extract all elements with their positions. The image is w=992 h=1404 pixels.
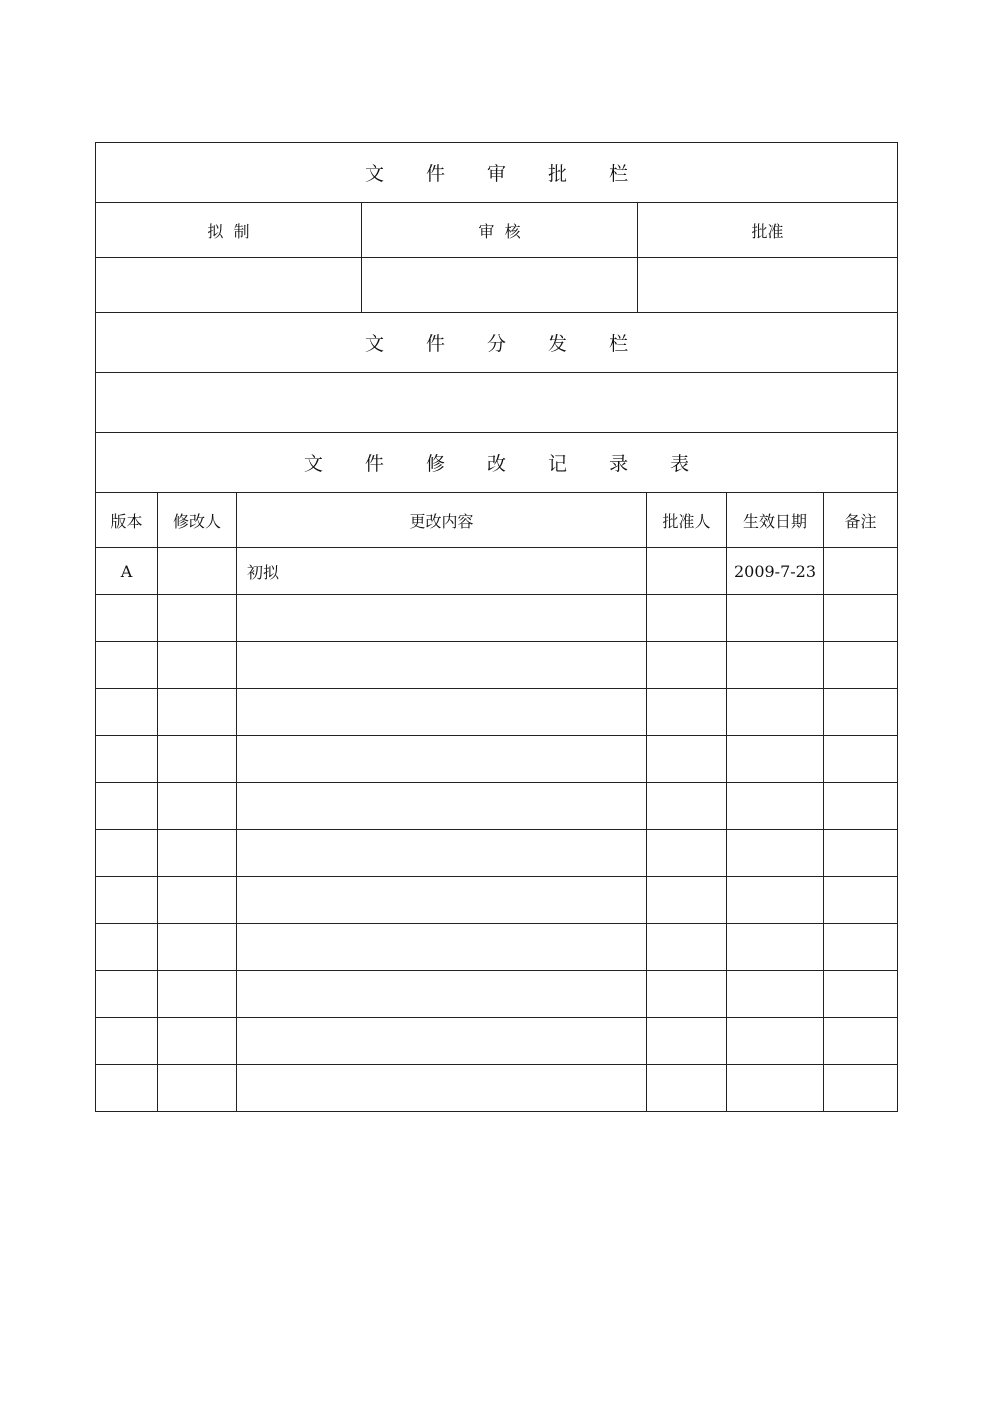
row-remarks[interactable] xyxy=(824,689,898,736)
table-row xyxy=(96,689,898,736)
row-approver[interactable] xyxy=(647,689,727,736)
row-remarks[interactable] xyxy=(824,783,898,830)
row-content[interactable] xyxy=(237,1018,647,1065)
header-content: 更改内容 xyxy=(237,493,647,548)
row-approver[interactable] xyxy=(647,1018,727,1065)
table-row xyxy=(96,548,898,595)
row-version[interactable] xyxy=(96,924,158,971)
review-signature-cell[interactable] xyxy=(362,258,638,313)
approve-signature-cell[interactable] xyxy=(638,258,898,313)
row-content[interactable] xyxy=(237,830,647,877)
row-modifier[interactable] xyxy=(158,1018,237,1065)
row-content[interactable] xyxy=(237,783,647,830)
row-remarks[interactable] xyxy=(824,548,898,595)
row-approver[interactable] xyxy=(647,1065,727,1112)
row-effective-date[interactable] xyxy=(727,971,824,1018)
row-content[interactable]: 初拟 xyxy=(237,548,647,595)
row-content[interactable] xyxy=(237,1065,647,1112)
row-content[interactable] xyxy=(237,689,647,736)
row-content[interactable] xyxy=(237,971,647,1018)
approval-section-title: 文 件 审 批 栏 xyxy=(96,143,898,203)
row-modifier[interactable] xyxy=(158,830,237,877)
header-modifier: 修改人 xyxy=(158,493,237,548)
row-version[interactable] xyxy=(96,1018,158,1065)
distribution-section-title: 文 件 分 发 栏 xyxy=(96,313,898,373)
table-row xyxy=(96,783,898,830)
row-content[interactable] xyxy=(237,642,647,689)
row-modifier[interactable] xyxy=(158,736,237,783)
table-row xyxy=(96,1018,898,1065)
row-approver[interactable] xyxy=(647,595,727,642)
row-version[interactable]: A xyxy=(96,548,158,595)
row-remarks[interactable] xyxy=(824,830,898,877)
review-label: 审 核 xyxy=(362,203,638,258)
row-approver[interactable] xyxy=(647,736,727,783)
distribution-content-cell[interactable] xyxy=(96,373,898,433)
approval-and-revision-table xyxy=(95,142,898,1112)
row-effective-date[interactable] xyxy=(727,1018,824,1065)
row-modifier[interactable] xyxy=(158,877,237,924)
table-row xyxy=(96,736,898,783)
table-row xyxy=(96,924,898,971)
row-remarks[interactable] xyxy=(824,924,898,971)
approve-label: 批准 xyxy=(638,203,898,258)
header-remarks: 备注 xyxy=(824,493,898,548)
row-version[interactable] xyxy=(96,1065,158,1112)
table-row xyxy=(96,877,898,924)
row-modifier[interactable] xyxy=(158,924,237,971)
table-row xyxy=(96,642,898,689)
row-approver[interactable] xyxy=(647,971,727,1018)
row-effective-date[interactable] xyxy=(727,689,824,736)
row-remarks[interactable] xyxy=(824,736,898,783)
row-modifier[interactable] xyxy=(158,642,237,689)
row-version[interactable] xyxy=(96,971,158,1018)
row-content[interactable] xyxy=(237,736,647,783)
table-row xyxy=(96,595,898,642)
row-remarks[interactable] xyxy=(824,971,898,1018)
row-remarks[interactable] xyxy=(824,1018,898,1065)
draft-signature-cell[interactable] xyxy=(96,258,362,313)
document-form xyxy=(95,142,897,1112)
row-effective-date[interactable] xyxy=(727,830,824,877)
row-effective-date[interactable] xyxy=(727,736,824,783)
row-effective-date[interactable] xyxy=(727,877,824,924)
row-content[interactable] xyxy=(237,877,647,924)
row-version[interactable] xyxy=(96,877,158,924)
row-effective-date[interactable] xyxy=(727,595,824,642)
row-approver[interactable] xyxy=(647,830,727,877)
row-effective-date[interactable] xyxy=(727,1065,824,1112)
header-version: 版本 xyxy=(96,493,158,548)
row-approver[interactable] xyxy=(647,642,727,689)
row-remarks[interactable] xyxy=(824,595,898,642)
table-row xyxy=(96,971,898,1018)
table-row xyxy=(96,830,898,877)
row-remarks[interactable] xyxy=(824,877,898,924)
row-content[interactable] xyxy=(237,924,647,971)
row-modifier[interactable] xyxy=(158,548,237,595)
header-effective-date: 生效日期 xyxy=(727,493,824,548)
row-effective-date[interactable] xyxy=(727,783,824,830)
row-approver[interactable] xyxy=(647,783,727,830)
row-effective-date[interactable] xyxy=(727,924,824,971)
row-version[interactable] xyxy=(96,595,158,642)
row-version[interactable] xyxy=(96,783,158,830)
row-remarks[interactable] xyxy=(824,642,898,689)
row-effective-date[interactable]: 2009-7-23 xyxy=(727,548,824,595)
row-approver[interactable] xyxy=(647,924,727,971)
revision-log-section-title: 文 件 修 改 记 录 表 xyxy=(96,433,898,493)
row-version[interactable] xyxy=(96,689,158,736)
row-version[interactable] xyxy=(96,830,158,877)
row-modifier[interactable] xyxy=(158,783,237,830)
row-approver[interactable] xyxy=(647,877,727,924)
row-version[interactable] xyxy=(96,642,158,689)
draft-label: 拟 制 xyxy=(96,203,362,258)
row-version[interactable] xyxy=(96,736,158,783)
row-remarks[interactable] xyxy=(824,1065,898,1112)
row-modifier[interactable] xyxy=(158,1065,237,1112)
row-modifier[interactable] xyxy=(158,971,237,1018)
row-modifier[interactable] xyxy=(158,595,237,642)
table-row xyxy=(96,1065,898,1112)
row-approver[interactable] xyxy=(647,548,727,595)
row-modifier[interactable] xyxy=(158,689,237,736)
header-approver: 批准人 xyxy=(647,493,727,548)
row-content[interactable] xyxy=(237,595,647,642)
row-effective-date[interactable] xyxy=(727,642,824,689)
